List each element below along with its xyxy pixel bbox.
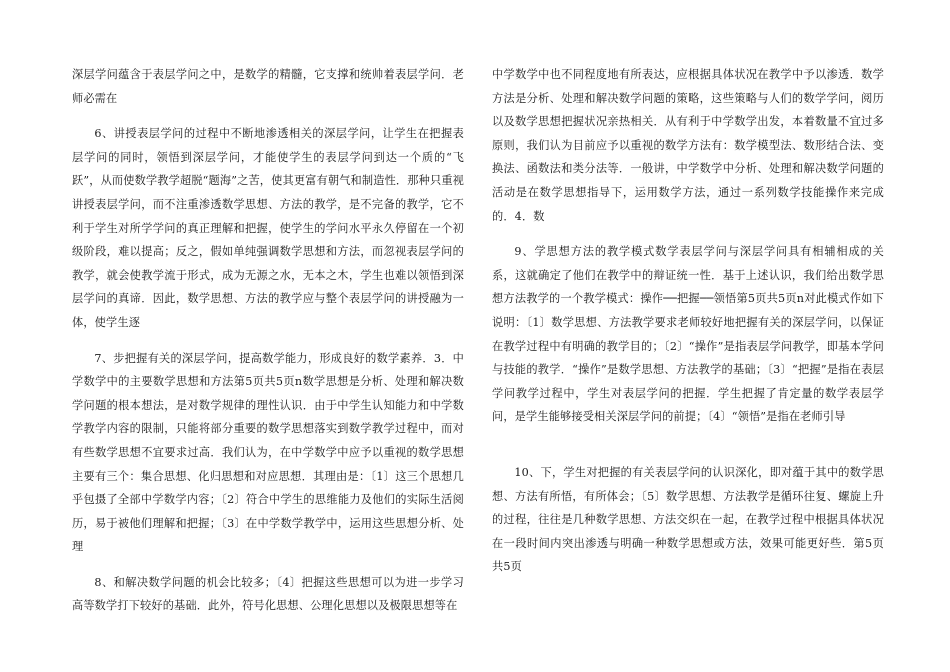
left-paragraph-3: 7、步把握有关的深层学问，提高数学能力，形成良好的数学素养．3．中学数学中的主要数学思想和方法第5页共5页n数学思想是分析、处理和解决数学问题的根本想法，是对数学规律的理性认识．由于中学生认知能力和中学数学教学内容的限制，只能将部分重要的数学思想落实到数学教学过程中，而对有些数学思想不宜要求过高．我们认为，在中学数学中应予以重视的数学思想主要有三个：集合思想、化归思想和对应思想．其理由是：〔1〕这三个思想几乎包摄了全部中学数学内容；〔2〕符合中学生的思维能力及他们的实际生活阅历，易于被他们理解和把握；〔3〕在中学数学教学中，运用这些思想分析、处理 [72, 351, 464, 554]
right-paragraph-3: 10、下，学生对把握的有关表层学问的认识深化，即对蕴于其中的数学思想、方法有所悟，有所体会；〔5〕数学思想、方法教学是循环往复、螺旋上升的过程，往往是几种数学思想、方法交织在一起，在教学过程中根据具体状况在一段时间内突出渗透与明确一种数学思想或方法，效果可能更好些．第5页共5页 [492, 465, 884, 574]
right-text-column [492, 63, 884, 591]
right-paragraph-2: 9、学思想方法的教学模式数学表层学问与深层学问具有相辅相成的关系，这就确定了他们在教学中的辩证统一性．基于上述认识，我们给出数学思想方法教学的一个教学模式：操作──把握──领悟第5页共5页n对此模式作如下说明：〔1〕数学思想、方法教学要求老师较好地把握有关的深层学问，以保证在教学过程中有明确的教学目的；〔2〕“操作”是指表层学问教学，即基本学问与技能的教学．“操作”是数学思想、方法教学的基础；〔3〕“把握”是指在表层学问教学过程中，学生对表层学问的把握．学生把握了肯定量的数学表层学问，是学生能够接受相关深层学问的前提；〔4〕“领悟”是指在老师引导 [492, 245, 884, 424]
left-paragraph-1: 深层学问蕴含于表层学问之中，是数学的精髓，它支撑和统帅着表层学问．老师必需在 [72, 68, 464, 105]
left-text-column [72, 63, 464, 630]
paragraph-gap [492, 441, 884, 461]
right-paragraph-1: 中学数学中也不同程度地有所表达，应根据具体状况在教学中予以渗透．数学方法是分析、处理和解决数学问题的策略，这些策略与人们的数学学问，阅历以及数学思想把握状况亲热相关．从有利于中学数学出发，本着数量不宜过多原则，我们认为目前应予以重视的数学方法有：数学模型法、数形结合法、变换法、函数法和类分法等．一般讲，中学数学中分析、处理和解决数学问题的活动是在数学思想指导下，运用数学方法，通过一系列数学技能操作来完成的．4．数 [492, 68, 884, 223]
left-paragraph-4: 8、和解决数学问题的机会比较多；〔4〕把握这些思想可以为进一步学习高等数学打下较好的基础．此外，符号化思想、公理化思想以及极限思想等在 [72, 575, 464, 613]
left-paragraph-2: 6、讲授表层学问的过程中不断地渗透相关的深层学问，让学生在把握表层学问的同时，领悟到深层学问，才能使学生的表层学问到达一个质的“飞跃”，从而使数学教学超脱“题海”之苦，使其更富有朝气和制造性．那种只重视讲授表层学问，而不注重渗透数学思想、方法的教学，是不完备的教学，它不利于学生对所学学问的真正理解和把握，使学生的学问水平永久停留在一个初级阶段，难以提高；反之，假如单纯强调数学思想和方法，而忽视表层学问的教学，就会使教学流于形式，成为无源之水，无本之木，学生也难以领悟到深层学问的真谛．因此，数学思想、方法的教学应与整个表层学问的讲授融为一体，使学生逐 [72, 127, 464, 329]
